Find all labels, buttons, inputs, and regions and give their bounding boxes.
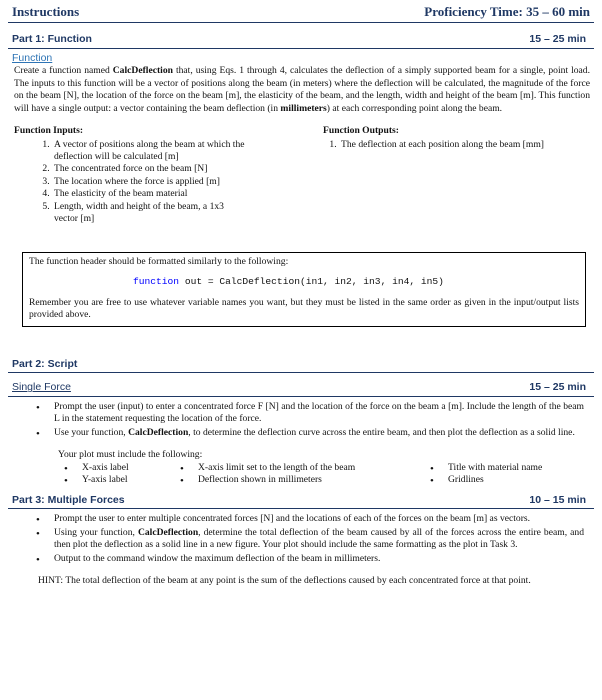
part2-bullet-function — [54, 427, 594, 439]
inputs-heading: Function Inputs: — [14, 125, 84, 137]
part1-heading — [8, 32, 594, 49]
plot-item: • X-axis limit set to the length of the beam — [174, 462, 424, 474]
plot-col-3 — [424, 462, 584, 487]
input-item: 3. The location where the force is applied [m] — [52, 176, 263, 188]
box-note: Remember you are free to use whatever variable names you want, but they must be listed in the same order as given in the input/output lists provided above. — [29, 296, 579, 321]
part2-heading — [8, 357, 594, 374]
plot-item: • Deflection shown in millimeters — [174, 474, 424, 486]
plot-items-grid — [58, 462, 594, 487]
desc-text-1: Create a function named — [14, 65, 113, 77]
plot-col-1 — [58, 462, 174, 487]
bullet-func-name: CalcDeflection — [137, 526, 199, 538]
bullet-text: , to determine the deflection curve across the entire beam, and then plot the deflection as a solid line. — [188, 426, 575, 438]
part2-time: 15 – 25 min — [529, 381, 586, 394]
part2-bullets — [8, 401, 594, 439]
input-item: 5. Length, width and height of the beam, a 1x3 vector [m] — [52, 201, 263, 226]
bullet-text: , determine the total deflection of the beam caused by all of the forces across the entire beam, and then plot the deflection as a solid line in a new figure. Your plot should include the same formatting as the plot in Task 3. — [54, 526, 584, 551]
bullet-text: Using your function, — [54, 526, 138, 538]
function-header-code — [133, 276, 579, 288]
output-item: 1. The deflection at each position along the beam [mm] — [339, 139, 590, 151]
plot-requirements — [58, 449, 594, 486]
desc-func-name: CalcDeflection — [112, 65, 173, 77]
single-force-title: Single Force — [12, 381, 71, 394]
header-title: Instructions — [12, 4, 80, 19]
plot-item: • X-axis label — [58, 462, 174, 474]
input-item: 1. A vector of positions along the beam at which the deflection will be calculated [m] — [52, 139, 263, 164]
instructions-page — [8, 0, 594, 588]
part3-bullet-output: • Output to the command window the maximum deflection of the beam in millimeters. — [54, 553, 594, 565]
part1-title: Part 1: Function — [12, 32, 92, 45]
part3-time: 10 – 15 min — [529, 493, 586, 506]
part3-bullets — [8, 513, 594, 565]
outputs-heading: Function Outputs: — [323, 125, 399, 137]
part3-bullet-function — [54, 527, 594, 552]
inputs-column — [14, 125, 287, 226]
function-io — [14, 125, 590, 226]
input-item: 4. The elasticity of the beam material — [52, 188, 263, 200]
hint-text: HINT: The total deflection of the beam at any point is the sum of the deflections caused by each concentrated force at that point. — [38, 575, 531, 587]
bullet-text: Use your function, — [54, 426, 129, 438]
proficiency-time: Proficiency Time: 35 – 60 min — [424, 4, 590, 19]
box-intro: The function header should be formatted similarly to the following: — [29, 255, 289, 267]
function-header-box — [22, 252, 586, 327]
code-keyword: function — [133, 276, 180, 288]
function-subheading: Function — [12, 51, 53, 64]
outputs-column — [287, 125, 590, 226]
desc-bold-millimeters: millimeters — [280, 102, 327, 114]
part3-heading — [8, 493, 594, 510]
outputs-list — [317, 139, 590, 151]
bullet-func-name: CalcDeflection — [128, 426, 189, 438]
part3-title: Part 3: Multiple Forces — [12, 493, 125, 506]
plot-item: • Gridlines — [424, 474, 584, 486]
page-header — [8, 2, 594, 23]
desc-text-3: ) at each corresponding point along the beam. — [326, 102, 503, 114]
single-force-heading — [8, 380, 594, 397]
plot-item: • Title with material name — [424, 462, 584, 474]
part1-time: 15 – 25 min — [529, 32, 586, 45]
function-description — [14, 65, 590, 115]
part2-title: Part 2: Script — [12, 357, 78, 370]
input-item: 2. The concentrated force on the beam [N] — [52, 163, 263, 175]
part2-bullet-prompt: • Prompt the user (input) to enter a concentrated force F [N] and the location of the force on the beam a [m]. Include the length of the beam L in the statement requesting the location of the force. — [54, 401, 594, 426]
plot-intro: Your plot must include the following: — [58, 449, 203, 461]
part3-bullet-prompt: • Prompt the user to enter multiple concentrated forces [N] and the locations of each of the forces on the beam [m] as vectors. — [54, 513, 594, 525]
code-signature: out = CalcDeflection(in1, in2, in3, in4, in5) — [179, 276, 444, 288]
inputs-list — [14, 139, 287, 226]
desc-text-2: that, using Eqs. 1 through 4, calculates the deflection of a simply supported beam for a single, point load. The inputs to this function will be a vector of positions along the beam (in meters) where the deflection will be calculated, the magnitude of the force on the beam [N], the location of the force on the beam [m], the elasticity of the beam, and the length, width and height of the beam [m]. This function will have a single output: a vector containing the beam deflection (in — [14, 65, 590, 114]
plot-col-2 — [174, 462, 424, 487]
plot-item: • Y-axis label — [58, 474, 174, 486]
